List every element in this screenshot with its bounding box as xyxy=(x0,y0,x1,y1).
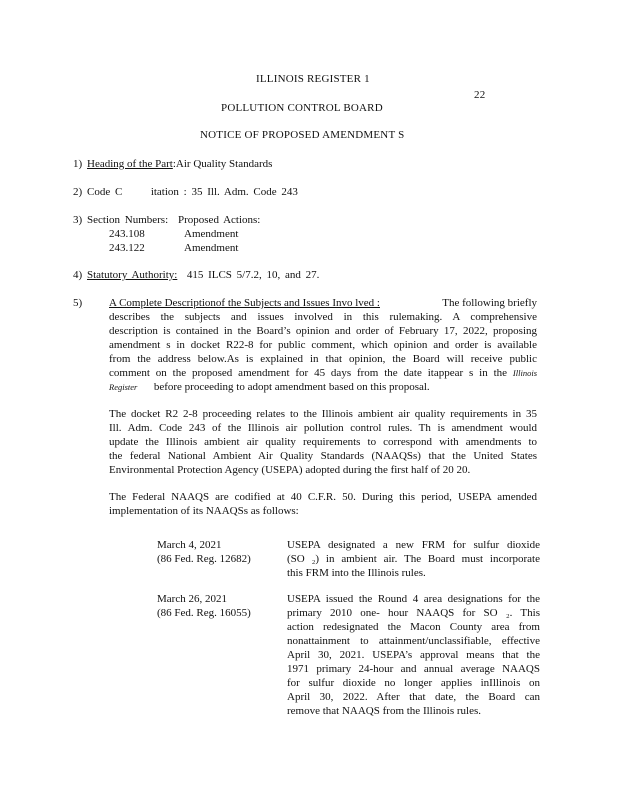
item-3-number: 3) xyxy=(73,214,83,226)
item-1-number: 1) xyxy=(73,158,83,170)
heading-of-part-line xyxy=(87,157,272,171)
section-numbers-header: Section Numbers: xyxy=(87,214,169,226)
action-line: this FRM into the Illinois rules. xyxy=(287,567,426,579)
action-date: March 26, 2021 xyxy=(157,593,227,605)
description-line: description is contained in the Board’s opinion and order of February 17, 2022, proposing xyxy=(109,325,537,337)
description-line-text: before proceeding to adopt amendment based on this proposal. xyxy=(153,381,430,393)
description-line: the federal National Ambient Air Quality Standards (NAAQSs) that the United States xyxy=(109,450,537,462)
item-5-number: 5) xyxy=(73,297,83,309)
action-line: April 30, 2021. USEPA’s approval means that the xyxy=(287,649,540,661)
description-paragraph-1 xyxy=(109,310,537,394)
section-action: Amendment xyxy=(184,228,239,240)
action-line: primary 2010 one- hour NAAQS for SO ₂. This xyxy=(287,607,540,619)
authority-value: 415 ILCS 5/7.2, 10, and 27. xyxy=(186,269,320,281)
description-line: amendment s in docket R22-8 for public comment, which opinion and order is available xyxy=(109,339,537,351)
description-line: The docket R2 2-8 proceeding relates to the Illinois ambient air quality requirements in 35 xyxy=(109,408,537,420)
code-label: Code C xyxy=(87,186,123,198)
heading-value: :Air Quality Standards xyxy=(172,158,273,170)
description-title: A Complete Descriptionof the Subjects and Issues Invo lved : xyxy=(109,297,380,309)
action-description xyxy=(287,538,540,580)
description-line: from the address below.As is explained in that opinion, the Board will receive public xyxy=(109,353,537,365)
action-description xyxy=(287,592,540,718)
action-line: remove that NAAQS from the Illinois rules. xyxy=(287,705,481,717)
action-line: USEPA issued the Round 4 area designations for the xyxy=(287,593,540,605)
item-4-number: 4) xyxy=(73,269,83,281)
code-value: 35 Ill. Adm. Code 243 xyxy=(191,186,298,198)
description-line: implementation of its NAAQSs as follows: xyxy=(109,505,299,517)
register-title: ILLINOIS REGISTER 1 xyxy=(256,73,370,85)
description-line: update the Illinois ambient air quality requirements to correspond with amendments to xyxy=(109,436,537,448)
description-paragraph-3 xyxy=(109,490,537,518)
description-line: The Federal NAAQS are codified at 40 C.F.R. 50. During this period, USEPA amended xyxy=(109,491,537,503)
action-line: nonattainment to attainment/unclassifiable, effective xyxy=(287,635,540,647)
illinois-italic: Illinois xyxy=(512,368,538,378)
action-line: for sulfur dioxide no longer applies inIllinois on xyxy=(287,677,540,689)
action-line: 1971 primary 24-hour and annual average NAAQS xyxy=(287,663,540,675)
section-number: 243.122 xyxy=(109,242,145,254)
description-line: Ill. Adm. Code 243 of the Illinois air pollution control rules. Th is amendment would xyxy=(109,422,537,434)
action-line: USEPA designated a new FRM for sulfur dioxide xyxy=(287,539,540,551)
register-italic: Register xyxy=(109,382,138,392)
description-paragraph-2 xyxy=(109,407,537,477)
statutory-authority-line xyxy=(87,268,319,282)
section-action: Amendment xyxy=(184,242,239,254)
action-citation: (86 Fed. Reg. 12682) xyxy=(157,553,251,565)
description-line-with-italic xyxy=(109,380,537,394)
action-line: action redesignated the Macon County area from xyxy=(287,621,540,633)
code-label-rest: itation : xyxy=(150,186,187,198)
section-number: 243.108 xyxy=(109,228,145,240)
page-side-number: 22 xyxy=(474,89,486,101)
heading-label: Heading of the Part xyxy=(87,158,173,170)
notice-title: NOTICE OF PROPOSED AMENDMENT S xyxy=(200,129,405,141)
action-line: (SO ₂) in ambient air. The Board must incorporate xyxy=(287,553,540,565)
description-line: describes the subjects and issues involved in this rulemaking. A comprehensive xyxy=(109,311,537,323)
description-line-with-italic xyxy=(109,366,537,380)
action-line: April 30, 2022. After that date, the Board can xyxy=(287,691,540,703)
description-first-line xyxy=(109,296,537,310)
action-citation: (86 Fed. Reg. 16055) xyxy=(157,607,251,619)
authority-label: Statutory Authority: xyxy=(87,269,178,281)
code-line xyxy=(87,185,298,199)
board-title: POLLUTION CONTROL BOARD xyxy=(221,102,383,114)
description-line: Environmental Protection Agency (USEPA) adopted during the first half of 20 20. xyxy=(109,464,471,476)
description-line-text: comment on the proposed amendment for 45 days from the date itappear s in the xyxy=(109,367,508,379)
description-line: The following briefly xyxy=(442,297,537,309)
proposed-actions-header: Proposed Actions: xyxy=(178,214,261,226)
item-2-number: 2) xyxy=(73,186,83,198)
action-date: March 4, 2021 xyxy=(157,539,222,551)
